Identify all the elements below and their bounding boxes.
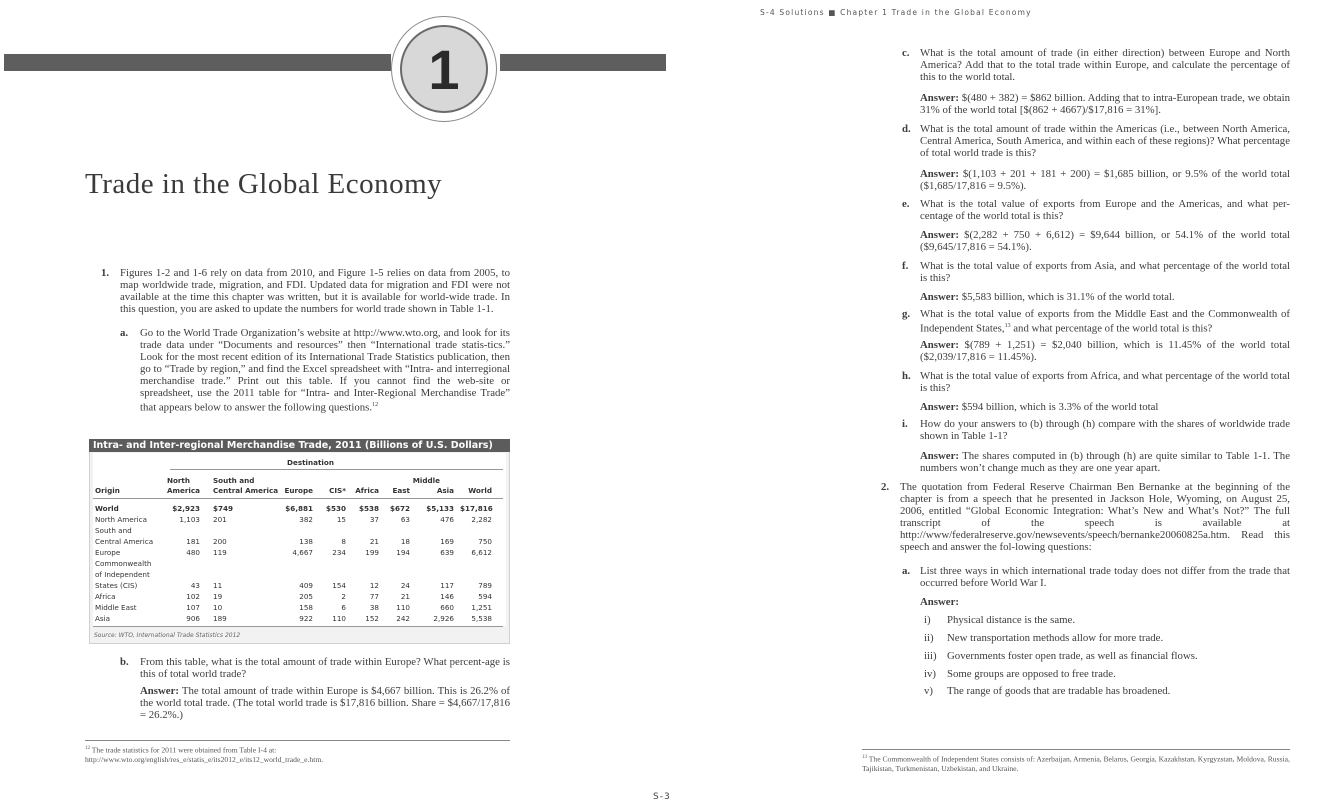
table-row-label: Europe (95, 548, 121, 557)
table-row-label: Asia (95, 614, 111, 623)
answer-list-item: Some groups are opposed to free trade. (947, 668, 1116, 680)
q2-number: 2. (881, 481, 890, 493)
chapter-title: Trade in the Global Economy (85, 168, 443, 200)
answer-list-number: v) (924, 685, 933, 697)
table-cell: $749 (213, 504, 234, 513)
left-footnote-text: The trade statistics for 2011 were obtained from Table I-4 at: http://www.wto.org/english/res_e/statis_e/its2012_e/its12_world_trade_e.htm. (85, 745, 324, 764)
qf-label: f. (902, 260, 909, 272)
table-row-label: States (CIS) (95, 581, 138, 590)
qd-answer-text: $(1,103 + 201 + 181 + 200) = $1,685 billion, or 9.5% of the world total ($1,685/17,816 = 9.5%). (920, 168, 1291, 192)
table-cell: 594 (478, 592, 492, 601)
table-row-label: North America (95, 515, 148, 524)
table-cell: 660 (440, 603, 454, 612)
table-cell: $538 (358, 504, 379, 513)
table-cell: 189 (213, 614, 227, 623)
qg-answer-label: Answer: (920, 339, 959, 351)
table-cell: 906 (186, 614, 200, 623)
qe-text: What is the total value of exports from Europe and the Americas, and what per-centage of the world total is this? (920, 198, 1290, 222)
table-cell: $6,881 (285, 504, 313, 513)
table-row-label: Commonwealth (95, 559, 152, 568)
table-cell: 63 (400, 515, 410, 524)
table-cell: 476 (440, 515, 454, 524)
answer-list-number: iii) (924, 650, 937, 662)
table-cell: 19 (213, 592, 223, 601)
table-destination-label: Destination (287, 458, 334, 467)
table-cell: 194 (396, 548, 410, 557)
qg-label: g. (902, 308, 911, 320)
q1b-text: From this table, what is the total amount of trade within Europe? What percent-age is this of total world trade? (140, 656, 510, 680)
chapter-bar-left (4, 54, 391, 71)
table-cell: 10 (213, 603, 223, 612)
col-head-origin: Origin (95, 486, 120, 495)
col-head-africa: Africa (355, 486, 379, 495)
qg-text-pre: What is the total value of exports from the Middle East and the Commonwealth of Independent States, (920, 308, 1290, 335)
qf-answer-text: $5,583 billion, which is 31.1% of the world total. (961, 291, 1175, 303)
table-cell: 158 (299, 603, 313, 612)
table-cell: 199 (365, 548, 379, 557)
table-cell: 200 (213, 537, 227, 546)
col-head-top-1: North (166, 476, 190, 485)
table-cell: 4,667 (292, 548, 313, 557)
qg-footnote-ref: 13 (1004, 323, 1011, 329)
left-footnote (85, 744, 510, 764)
table-cell: 110 (332, 614, 346, 623)
table-row-label: South and (95, 526, 132, 535)
table-cell: 154 (332, 581, 346, 590)
table-cell: 2 (341, 592, 346, 601)
table-cell: 117 (440, 581, 454, 590)
qi-answer-label: Answer: (920, 450, 959, 462)
col-head-europe: Europe (284, 486, 313, 495)
qg-answer (920, 339, 1290, 363)
table-cell: 480 (186, 548, 200, 557)
table-row-label: Middle East (95, 603, 137, 612)
table-row-label: of Independent (95, 570, 150, 579)
table-cell: 639 (440, 548, 454, 557)
qg-text-post: and what percentage of the world total is this? (1010, 322, 1213, 335)
table-cell: 922 (299, 614, 313, 623)
col-head-top-2: South and (213, 476, 255, 485)
table-cell: 102 (186, 592, 200, 601)
col-head-top-6: Middle (412, 476, 440, 485)
qc-text: What is the total amount of trade (in either direction) between Europe and North America? Add that to the total trade within Europe, and calculate the percentage of this to the world total. (920, 47, 1290, 83)
table-cell: 2,282 (471, 515, 492, 524)
qc-label: c. (902, 47, 910, 59)
answer-list-number: iv) (924, 668, 936, 680)
table-row-label: Central America (95, 537, 154, 546)
table-cell: 234 (332, 548, 346, 557)
col-head-world: World (468, 486, 492, 495)
table-cell: 1,251 (471, 603, 492, 612)
table-cell: 382 (299, 515, 313, 524)
table-cell: 242 (396, 614, 410, 623)
qc-answer-text: $(480 + 382) = $862 billion. Adding that to intra-European trade, we obtain 31% of the world total [$(862 + 4667)/$17,816 = 31%]. (920, 92, 1291, 116)
q1b-answer-label: Answer: (140, 685, 179, 697)
answer-list-item: Physical distance is the same. (947, 614, 1076, 626)
qf-answer-label: Answer: (920, 291, 959, 303)
q1-number: 1. (101, 267, 110, 279)
qh-answer-label: Answer: (920, 401, 959, 413)
table-cell: 5,538 (471, 614, 492, 623)
answer-list-number: ii) (924, 632, 934, 644)
table-cell: 6 (341, 603, 346, 612)
table-cell: 201 (213, 515, 227, 524)
page-number: S-3 (653, 792, 671, 802)
table-cell: 119 (213, 548, 227, 557)
qe-answer-text: $(2,282 + 750 + 6,612) = $9,644 billion, or 54.1% of the world total ($9,645/17,816 = 54.1%). (920, 229, 1291, 253)
col-head-asia: Asia (436, 486, 454, 495)
table-cell: 107 (186, 603, 200, 612)
col-head-scamerica: Central America (213, 486, 279, 495)
chapter-badge (400, 25, 488, 113)
qi-text: How do your answers to (b) through (h) compare with the shares of worldwide trade shown in Table 1-1? (920, 418, 1290, 442)
left-footnote-number: 12 (85, 746, 90, 751)
table-cell: $5,133 (426, 504, 454, 513)
right-footnote-rule (862, 749, 1290, 750)
table-row-label: World (95, 504, 119, 513)
table-cell: 21 (400, 592, 410, 601)
col-head-north-america: America (166, 486, 200, 495)
table-cell: $2,923 (172, 504, 200, 513)
table-cell: 1,103 (179, 515, 200, 524)
table-cell: $17,816 (460, 504, 493, 513)
q1b-answer-text: The total amount of trade within Europe is $4,667 billion. This is 26.2% of the world total trade. (The total world trade is $17,816 billion. Share = $4,667/17,816 = 26.2%.) (140, 685, 510, 721)
table-cell: 110 (396, 603, 410, 612)
qc-answer (920, 92, 1290, 116)
left-footnote-rule (85, 740, 510, 741)
table-cell: 789 (478, 581, 492, 590)
answer-list-item: Governments foster open trade, as well as financial flows. (947, 650, 1198, 662)
table-cell: 6,612 (471, 548, 492, 557)
qh-text: What is the total value of exports from Africa, and what percentage of the world total is this? (920, 370, 1290, 394)
right-footnote-text: The Commonwealth of Independent States consists of: Azerbaijan, Armenia, Belarus, Georgia, Kazakhstan, Kyrgyzstan, Moldova, Russia, Tajikistan, Turkmenistan, Uzbekistan, and Ukraine. (862, 754, 1290, 773)
q1a-body: Go to the World Trade Organization’s website at http://www.wto.org, and look for its trade data under “Documents and resources” then “International trade statis-tics.” Look for the most recent edition of its International Trade Statistics publication, then go to “Trade by region,” and find the Excel spreadsheet with “Intra- and interregional merchandise trade.” Print out this table. If you cannot find the web-site or spreadsheet, use the 2011 table for “Intra- and Inter-Regional Merchandise Trade” that appears below to answer the following questions. (140, 327, 510, 414)
table-cell: 409 (299, 581, 313, 590)
table-cell: 38 (369, 603, 379, 612)
right-footnote-number: 13 (862, 755, 867, 760)
table-cell: 146 (440, 592, 454, 601)
table-cell: 2,926 (433, 614, 454, 623)
table-source: Source: WTO, International Trade Statistics 2012 (94, 632, 241, 639)
qh-answer-text: $594 billion, which is 3.3% of the world total (961, 401, 1159, 413)
q1a-text (140, 327, 510, 414)
qi-answer (920, 450, 1290, 474)
q1-text: Figures 1-2 and 1-6 rely on data from 2010, and Figure 1-5 relies on data from 2005, to map worldwide trade, migration, and FDI. Updated data for migration and FDI were not available at the time this chapter was written, but it is available for world-wide trade. In this question, you are asked to update the numbers for world trade shown in Table 1-1. (120, 267, 510, 315)
qh-label: h. (902, 370, 911, 382)
table-cell: 24 (400, 581, 410, 590)
qi-answer-text: The shares computed in (b) through (h) are quite similar to Table 1-1. The numbers won’t change much as they are one year apart. (920, 450, 1290, 474)
qd-answer-label: Answer: (920, 168, 959, 180)
table-bottom-rule (93, 626, 503, 627)
table-cell: 77 (369, 592, 379, 601)
q1a-label: a. (120, 327, 129, 339)
qd-answer (920, 168, 1290, 192)
col-head-middle-east: East (392, 486, 410, 495)
table-row-label: Africa (95, 592, 116, 601)
table-cell: 181 (186, 537, 200, 546)
trade-table-title: Intra- and Inter-regional Merchandise Trade, 2011 (Billions of U.S. Dollars) (93, 440, 493, 451)
answer-list-item: New transportation methods allow for more trade. (947, 632, 1164, 644)
chapter-number: 1 (428, 37, 460, 101)
table-cell: 12 (369, 581, 379, 590)
qg-answer-text: $(789 + 1,251) = $2,040 billion, which is 11.45% of the world total ($2,039/17,816 = 11.45%). (920, 339, 1290, 363)
table-cell: 750 (478, 537, 492, 546)
table-cell: 18 (400, 537, 410, 546)
right-footnote (862, 753, 1290, 773)
table-cell: 205 (299, 592, 313, 601)
table-cell: $530 (325, 504, 346, 513)
table-cell: 138 (299, 537, 313, 546)
table-cell: 152 (365, 614, 379, 623)
qe-answer (920, 229, 1290, 253)
q2a-label: a. (902, 565, 911, 577)
table-cell: 37 (369, 515, 379, 524)
qh-answer (920, 401, 1290, 413)
qc-answer-label: Answer: (920, 92, 959, 104)
qf-answer (920, 291, 1290, 303)
qi-label: i. (902, 418, 908, 430)
q1b-label: b. (120, 656, 129, 668)
q1a-footnote-ref: 12 (372, 402, 379, 408)
chapter-bar-right (500, 54, 666, 71)
answer-list-number: i) (924, 614, 931, 626)
qd-label: d. (902, 123, 911, 135)
table-cell: 11 (213, 581, 223, 590)
qe-label: e. (902, 198, 910, 210)
table-cell: 43 (190, 581, 200, 590)
table-destination-rule (170, 469, 503, 470)
table-cell: $672 (389, 504, 410, 513)
table-cell: 8 (341, 537, 346, 546)
q2a-text: List three ways in which international trade today does not differ from the trade that occurred before World War I. (920, 565, 1290, 589)
q2a-answer-label: Answer: (920, 596, 959, 608)
qg-text (920, 308, 1290, 335)
q1b-answer (140, 685, 510, 721)
table-cell: 15 (336, 515, 346, 524)
col-head-cis: CIS* (329, 486, 346, 495)
running-head: S-4 Solutions ■ Chapter 1 Trade in the Global Economy (760, 8, 1032, 17)
table-header-rule (93, 498, 503, 499)
table-cell: 169 (440, 537, 454, 546)
qf-text: What is the total value of exports from Asia, and what percentage of the world total is this? (920, 260, 1290, 284)
qe-answer-label: Answer: (920, 229, 959, 241)
q2-text: The quotation from Federal Reserve Chairman Ben Bernanke at the beginning of the chapter is from a speech that he presented in Jackson Hole, Wyoming, on August 25, 2006, entitled “Global Economic Integration: What’s New and What’s Not?” The full transcript of the speech is available at http://www/federalreserve.gov/newsevents/speech/bernanke20060825a.htm. Read this speech and answer the fol-lowing questions: (900, 481, 1290, 553)
table-cell: 21 (369, 537, 379, 546)
answer-list-item: The range of goods that are tradable has broadened. (947, 685, 1171, 697)
qd-text: What is the total amount of trade within the Americas (i.e., between North America, Central America, South America, and within each of these regions)? What percentage of total world trade is this? (920, 123, 1290, 159)
